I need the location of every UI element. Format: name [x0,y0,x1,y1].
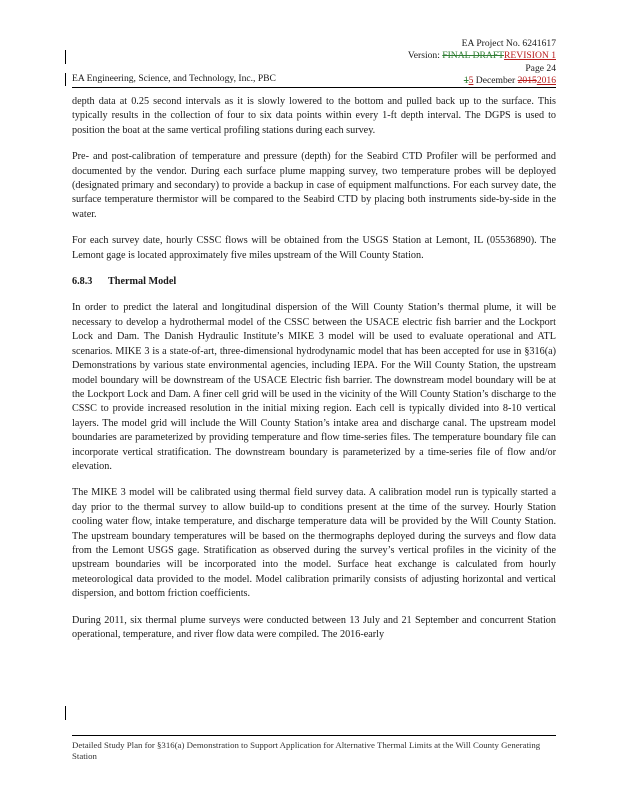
company-name: EA Engineering, Science, and Technology, Inc., PBC [72,73,276,84]
date-year-inserted: 2016 [536,75,556,87]
header-divider [72,87,556,88]
paragraph: During 2011, six thermal plume surveys were conducted between 13 July and 21 September and concurrent Station operational, temperature, and river flow data were compiled. The 2016-early [72,614,556,640]
version-label: Version: [407,50,443,62]
change-bar [65,706,66,720]
page-number: Page 24 [525,62,556,74]
version-deleted: FINAL DRAFT [442,50,505,62]
date-year-deleted: 2015 [517,75,537,87]
header-block [408,38,556,88]
change-bar [65,73,66,86]
footer-divider [72,735,556,736]
paragraph: The MIKE 3 model will be calibrated using thermal field survey data. A calibration model run is typically started a day prior to the thermal survey to allow build-up to conditions present at the time of the survey. Hourly Station cooling water flow, intake temperature, and discharge temperature data will be provided by the Will County Station. The upstream boundary temperatures will be based on the thermographs deployed during the surveys and flow data from the Lemont USGS gage. Stratification as observed during the survey’s vertical profiles in the vicinity of the upstream boundaries will be incorporated into the model. Surface heat exchange is calculated from hourly meteorological data provided to the model. Model calibration primarily consists of adjusting horizontal and vertical dispersion, and bottom friction coefficients. [72,487,556,600]
version-inserted: REVISION 1 [504,50,556,62]
date-day-inserted: 5 [468,75,474,87]
footer-text: Detailed Study Plan for §316(a) Demonstration to Support Application for Alternative Thermal Limits at the Will County Generating Station [72,740,541,762]
date-line [408,75,556,87]
body-text [72,95,556,654]
project-number: EA Project No. 6241617 [461,38,556,49]
change-bar [65,50,66,64]
section-heading [72,275,556,289]
paragraph: Pre- and post-calibration of temperature and pressure (depth) for the Seabird CTD Profiler will be performed and documented by the vendor. During each surface plume mapping survey, two temperature probes will be deployed (designated primary and secondary) to provide a backup in case of equipment malfunctions. For each survey date, the surface temperature thermistor will be compared to the Seabird CTD by placing both instruments side-by-side in the water. [72,151,556,220]
section-number: 6.8.3 [72,276,93,288]
paragraph: In order to predict the lateral and longitudinal dispersion of the Will County Station’s thermal plume, it will be necessary to develop a hydrothermal model of the CSSC between the USACE electric fish barrier and the Lockport Lock and Dam. The Danish Hydraulic Institute’s MIKE 3 model will be used to evaluate operational and ATL scenarios. MIKE 3 is a state-of-art, three-dimensional hydrodynamic model that has been accepted for use in §316(a) Demonstrations by various state environmental agencies, including IEPA. For the Will County Station, the upstream model boundary will be downstream of the USACE Electric fish barrier. The downstream model boundary will be at the Lockport Lock and Dam. A finer cell grid will be used in the vicinity of the Will County Station’s discharge to the CSSC to provide increased resolution in the initial mixing region. Each cell is typically divided into 8-10 vertical layers. The model grid will include the Will County Station’s intake area and discharge canal. The upstream model boundaries are parameterized by providing temperature and flow time-series files. The temperature boundary file can incorporate vertical stratification. The downstream boundary is parameterized by a time-series file of flow and/or elevation. [72,302,556,472]
date-day-deleted: 1 [463,75,469,87]
paragraph: depth data at 0.25 second intervals as it is slowly lowered to the bottom and pulled back up to the surface. This typically results in the collection of four to six data points within every 1-ft depth interval. The DGPS is used to position the boat at the same vertical profiling stations during each survey. [72,96,556,136]
section-title: Thermal Model [108,276,177,288]
version-line [408,50,556,62]
paragraph: For each survey date, hourly CSSC flows will be obtained from the USGS Station at Lemont, IL (05536890). The Lemont gage is located approximately five miles upstream of the Will County Station. [72,235,556,261]
date-month: December [473,75,518,87]
